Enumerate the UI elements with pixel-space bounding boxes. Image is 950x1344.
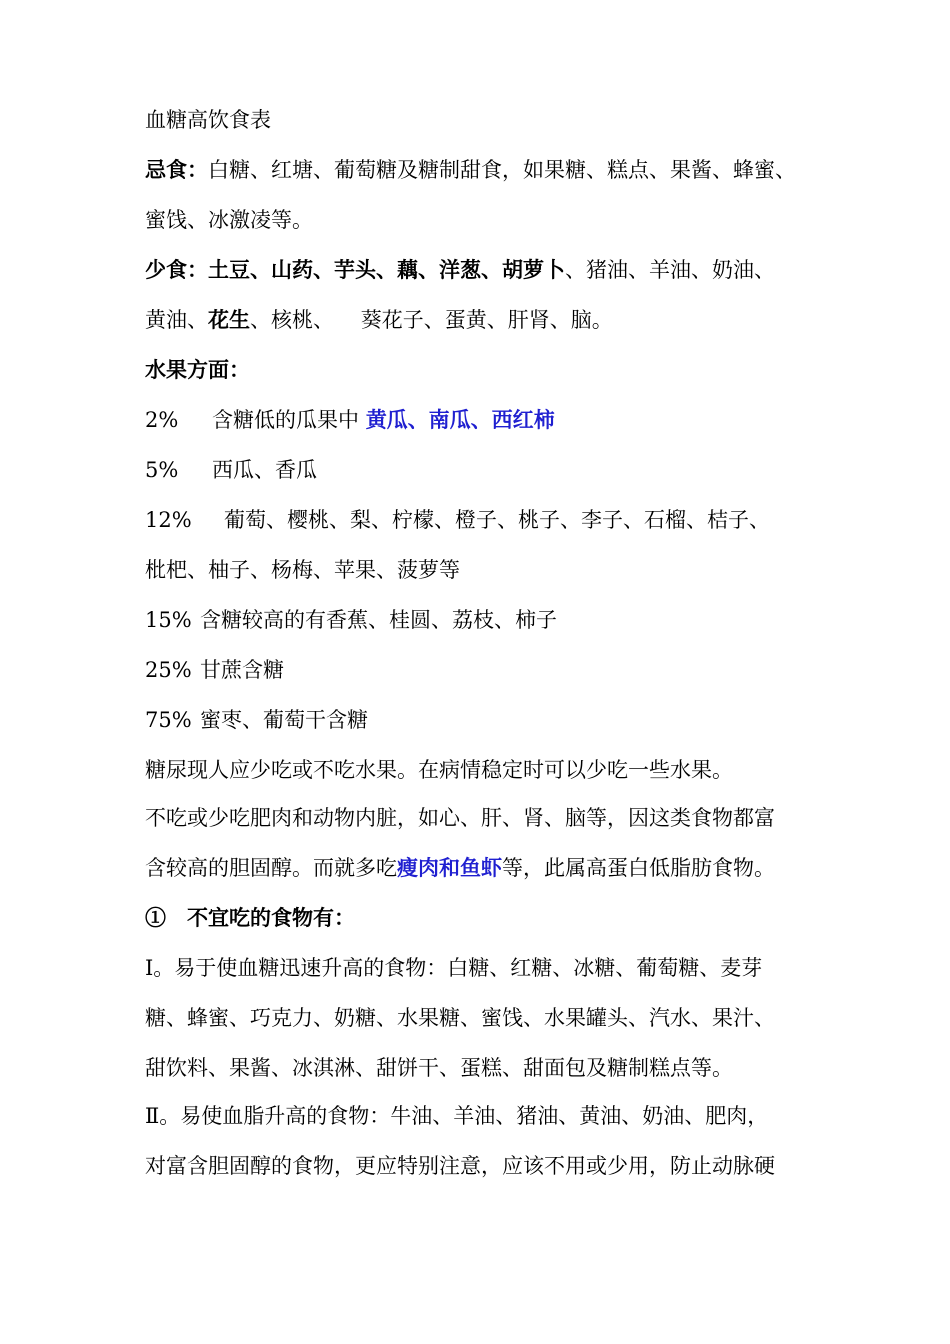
fruit-text: 蜜枣、葡萄干含糖: [200, 708, 368, 732]
organ-meat-note-line-1: 不吃或少吃肥肉和动物内脏，如心、肝、肾、脑等，因这类食物都富: [145, 806, 775, 830]
fruit-pct: 75%: [145, 708, 192, 732]
fruit-row: [145, 706, 845, 734]
organ-meat-note-line-2: [145, 854, 845, 882]
fruit-pct: 12%: [145, 508, 192, 532]
item-1-line-3: 甜饮料、果酱、冰淇淋、甜饼干、蛋糕、甜面包及糖制糕点等。: [145, 1056, 733, 1080]
fruit-pct: 5%: [145, 458, 179, 482]
item-1-line-1: Ⅰ。易于使血糖迅速升高的食物：白糖、红糖、冰糖、葡萄糖、麦芽: [145, 956, 763, 980]
fruit-pct: 15%: [145, 608, 192, 632]
fruit-row: [145, 506, 845, 534]
fruit-row-continued: 枇杷、柚子、杨梅、苹果、菠萝等: [145, 558, 460, 582]
fruit-text: 甘蔗含糖: [200, 658, 284, 682]
fruit-note: 糖尿现人应少吃或不吃水果。在病情稳定时可以少吃一些水果。: [145, 758, 733, 782]
less-rest: 、猪油、羊油、奶油、: [565, 258, 775, 282]
less-food-line-1: [145, 256, 845, 284]
fruit-row: [145, 656, 845, 684]
fruit-row: [145, 456, 845, 484]
less-peanut: 花生: [208, 307, 250, 332]
less-line2-a: 黄油、: [145, 308, 208, 332]
note2-text-b: 等，此属高蛋白低脂肪食物。: [502, 856, 775, 880]
avoid-food-line-2: 蜜饯、冰激凌等。: [145, 208, 313, 232]
fruit-text: 含糖低的瓜果中: [212, 408, 366, 432]
item-1-line-2: 糖、蜂蜜、巧克力、奶糖、水果糖、蜜饯、水果罐头、汽水、果汁、: [145, 1006, 775, 1030]
less-bold-items: 土豆、山药、芋头、藕、洋葱、胡萝卜: [208, 257, 565, 282]
avoid-label: 忌食：: [145, 157, 208, 182]
fruit-row: [145, 406, 845, 434]
fruit-pct: 25%: [145, 658, 192, 682]
fruit-text: 含糖较高的有香蕉、桂圆、荔枝、柿子: [200, 608, 557, 632]
fruit-row: [145, 606, 845, 634]
fruit-heading: 水果方面：: [145, 357, 250, 382]
fruit-text: 葡萄、樱桃、梨、柠檬、橙子、桃子、李子、石榴、桔子、: [224, 508, 770, 532]
document-title: 血糖高饮食表: [145, 108, 271, 132]
avoid-text: 白糖、红塘、葡萄糖及糖制甜食，如果糖、糕点、果酱、蜂蜜、: [208, 158, 796, 182]
less-food-line-2: [145, 306, 845, 334]
note2-highlight: 瘦肉和鱼虾: [397, 855, 502, 880]
fruit-highlight: 黄瓜、南瓜、西红柿: [365, 407, 555, 432]
less-line2-b: 、核桃、 葵花子、蛋黄、肝肾、脑。: [250, 308, 613, 332]
section-heading-not-suitable: ① 不宜吃的食物有：: [145, 905, 355, 930]
note2-text-a: 含较高的胆固醇。而就多吃: [145, 856, 397, 880]
fruit-text: 西瓜、香瓜: [212, 458, 317, 482]
less-label: 少食：: [145, 257, 208, 282]
item-2-line-2: 对富含胆固醇的食物，更应特别注意，应该不用或少用，防止动脉硬: [145, 1154, 775, 1178]
item-2-line-1: Ⅱ。易使血脂升高的食物：牛油、羊油、猪油、黄油、奶油、肥肉，: [145, 1104, 769, 1128]
fruit-pct: 2%: [145, 408, 179, 432]
avoid-food-line-1: [145, 156, 845, 184]
